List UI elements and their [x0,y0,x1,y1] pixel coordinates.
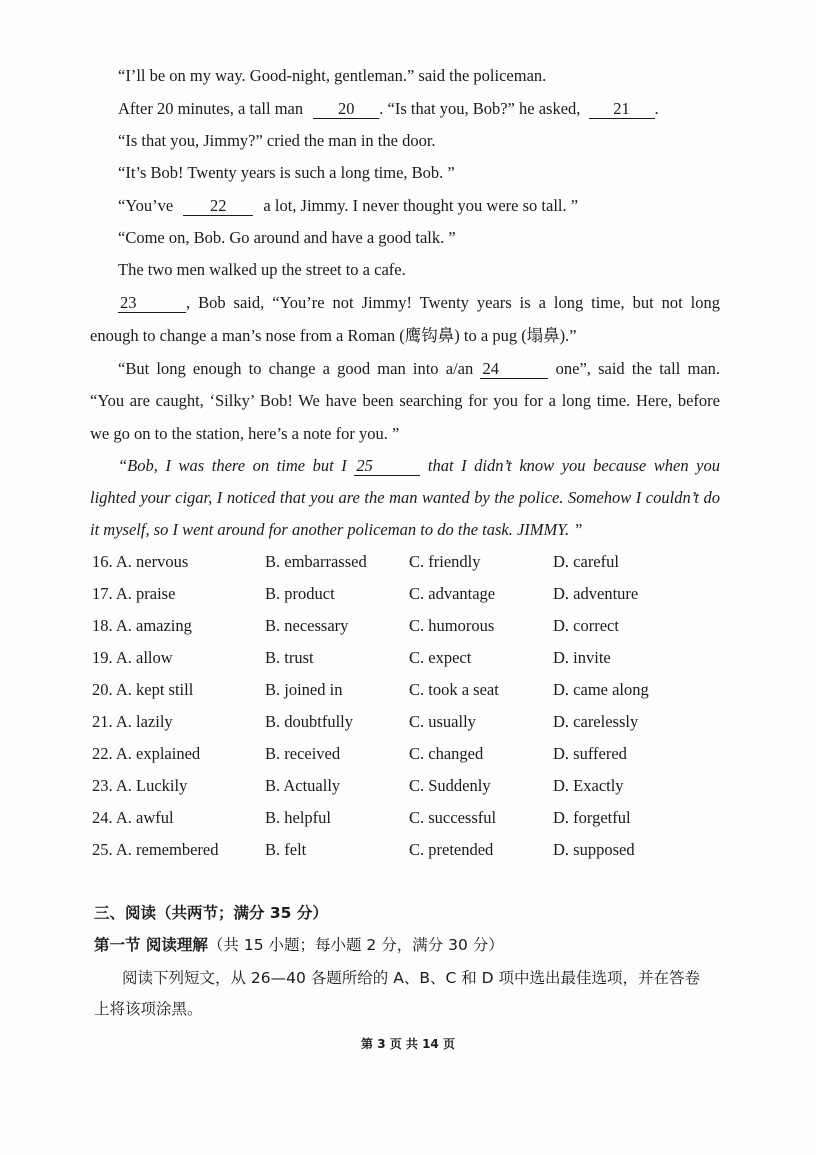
subsection-note: （共 15 小题；每小题 2 分，满分 30 分） [207,936,504,954]
option-c[interactable]: C. usually [409,712,476,731]
option-c[interactable]: C. took a seat [409,680,499,699]
option-c[interactable]: C. friendly [409,552,481,571]
option-d[interactable]: D. carelessly [553,712,639,731]
option-b[interactable]: B. embarrassed [265,552,367,571]
passage-line: “You are caught, ‘Silky’ Bob! We have been searching for you for a long time. Here, before [90,391,720,410]
option-d[interactable]: D. supposed [553,840,635,859]
option-b[interactable]: B. doubtfully [265,712,354,731]
option-a[interactable]: 25. A. remembered [92,840,219,859]
question-row [92,839,712,861]
passage-line: “Is that you, Jimmy?” cried the man in the door. [118,131,436,150]
passage-line [118,99,720,119]
note-text: “Bob, I was there on time but I [118,456,347,475]
page-footer: 第 3 页 共 14 页 [361,1037,455,1051]
option-b[interactable]: B. joined in [265,680,343,699]
passage-text: . “Is that you, Bob?” he asked, [379,99,581,118]
option-c[interactable]: C. expect [409,648,472,667]
blank-22[interactable]: 22 [183,197,253,216]
question-row [92,711,712,733]
option-d[interactable]: D. came along [553,680,649,699]
note-line: it myself, so I went around for another policeman to do the task. JIMMY. ” [90,520,583,539]
blank-21[interactable]: 21 [589,100,655,119]
option-a[interactable]: 17. A. praise [92,584,176,603]
passage-text: “You’ve [118,196,174,215]
passage-text: “But long enough to change a good man into a/an [118,359,474,378]
option-a[interactable]: 16. A. nervous [92,552,189,571]
option-c[interactable]: C. pretended [409,840,494,859]
section-heading: 三、阅读（共两节；满分 35 分） [94,904,328,922]
passage-text: . [654,99,659,118]
option-b[interactable]: B. trust [265,648,314,667]
option-c[interactable]: C. changed [409,744,484,763]
option-d[interactable]: D. correct [553,616,619,635]
passage-line: enough to change a man’s nose from a Roman (鹰钩鼻) to a pug (塌鼻).” [90,326,577,345]
blank-24[interactable]: 24 [480,360,548,379]
option-b[interactable]: B. product [265,584,335,603]
passage-line [118,293,720,313]
option-b[interactable]: B. helpful [265,808,331,827]
option-c[interactable]: C. Suddenly [409,776,491,795]
option-a[interactable]: 22. A. explained [92,744,201,763]
subsection-heading [94,935,504,955]
blank-23[interactable]: 23 [118,294,186,313]
instruction-line: 阅读下列短文，从 26—40 各题所给的 A、B、C 和 D 项中选出最佳选项，并在答卷 [122,969,701,987]
option-d[interactable]: D. invite [553,648,611,667]
passage-line: The two men walked up the street to a cafe. [118,260,406,279]
blank-20[interactable]: 20 [313,100,379,119]
passage-line: “I’ll be on my way. Good-night, gentleman.” said the policeman. [118,66,547,85]
passage-text: one”, said the tall man. [555,359,721,378]
option-a[interactable]: 24. A. awful [92,808,174,827]
option-d[interactable]: D. careful [553,552,619,571]
question-row [92,679,712,701]
option-d[interactable]: D. forgetful [553,808,631,827]
option-b[interactable]: B. necessary [265,616,349,635]
blank-25[interactable]: 25 [354,457,420,476]
option-b[interactable]: B. felt [265,840,307,859]
passage-text: After 20 minutes, a tall man [118,99,304,118]
instruction-line: 上将该项涂黑。 [94,1000,203,1018]
passage-line [118,196,720,216]
option-b[interactable]: B. received [265,744,341,763]
question-row [92,615,712,637]
option-d[interactable]: D. suffered [553,744,627,763]
question-row [92,743,712,765]
passage-line: “Come on, Bob. Go around and have a good talk. ” [118,228,456,247]
option-d[interactable]: D. Exactly [553,776,624,795]
question-row [92,807,712,829]
question-row [92,583,712,605]
option-a[interactable]: 19. A. allow [92,648,173,667]
note-text: that I didn’t know you because when you [427,456,721,475]
question-row [92,775,712,797]
option-a[interactable]: 20. A. kept still [92,680,194,699]
subsection-title: 第一节 阅读理解 [94,936,208,954]
passage-line [118,359,720,379]
option-c[interactable]: C. advantage [409,584,496,603]
passage-text: , Bob said, “You’re not Jimmy! Twenty years is a long time, but not long [186,293,720,312]
option-b[interactable]: B. Actually [265,776,341,795]
passage-line: we go on to the station, here’s a note for you. ” [90,424,400,443]
question-row [92,647,712,669]
option-a[interactable]: 21. A. lazily [92,712,173,731]
question-row [92,551,712,573]
option-a[interactable]: 23. A. Luckily [92,776,188,795]
option-a[interactable]: 18. A. amazing [92,616,192,635]
passage-line: “It’s Bob! Twenty years is such a long time, Bob. ” [118,163,455,182]
option-c[interactable]: C. successful [409,808,497,827]
note-line [118,456,720,476]
passage-text: a lot, Jimmy. I never thought you were so tall. ” [263,196,579,215]
option-d[interactable]: D. adventure [553,584,639,603]
option-c[interactable]: C. humorous [409,616,495,635]
note-line: lighted your cigar, I noticed that you are the man wanted by the police. Somehow I couldn’t do [90,488,720,507]
